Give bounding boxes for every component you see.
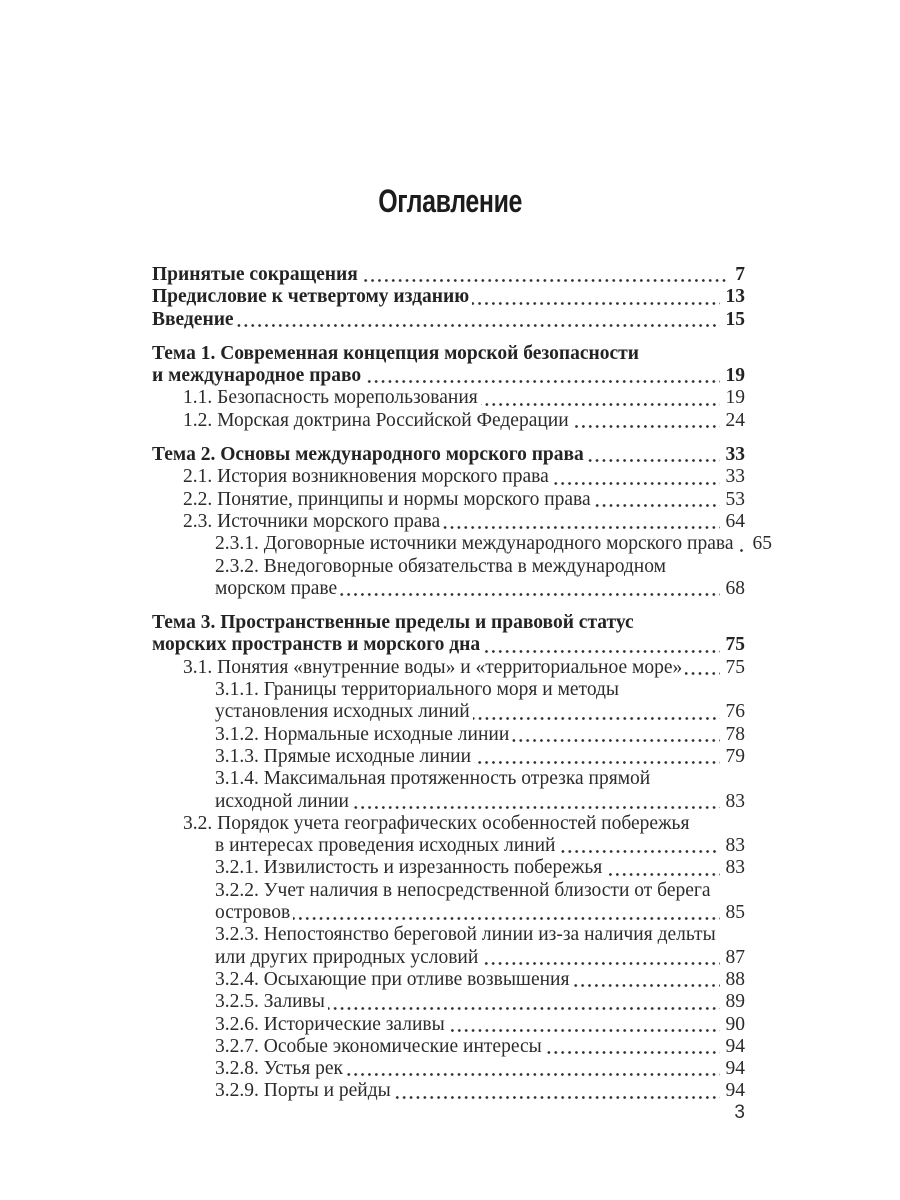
toc-entry-text: островов [215,902,291,924]
toc-entry-page: 88 [725,968,745,990]
toc-entry [152,309,745,331]
dot-leader [346,1073,719,1076]
toc-entry-page: 79 [725,745,745,767]
toc-entry-page: 65 [752,533,772,555]
toc-entry-text: 3.1.2. Нормальные исходные линии [215,723,510,745]
dot-leader [481,403,720,406]
dot-leader [552,482,720,485]
toc-entry [152,556,745,578]
toc-entry [152,701,745,723]
toc-entry-text: 3.1.4. Максимальная протяженность отрезка прямой [215,768,651,790]
toc-entry-text: Тема 1. Современная концепция морской безопасности [152,342,639,364]
toc-entry-page: 7 [735,264,745,285]
toc-entry-text: 2.3. Источники морского права [183,510,441,532]
toc-entry-text: 3.2.7. Особые экономические интересы [215,1035,542,1057]
dot-leader [472,302,719,305]
toc-entry-text: 3.2.5. Заливы [215,991,325,1013]
page-number: 3 [734,1102,745,1123]
toc-entry-text: Предисловие к четвертому изданию [152,286,470,308]
toc-entry [152,1014,745,1036]
toc-entry-text: 2.2. Понятие, принципы и нормы морского права [183,488,591,510]
toc-entry-text: Принятые сокращения [152,264,358,285]
dot-leader [572,425,720,428]
dot-leader [545,1051,720,1054]
toc-entry-text: 3.2.1. Извилистость и изрезанность побережья [215,857,603,879]
toc-entry-page: 94 [725,1080,745,1102]
toc-entry-page: 64 [725,510,745,532]
dot-leader [328,1007,720,1010]
toc-entry-text: морских пространств и морского дна [152,634,481,656]
toc-entry-text: 3.2.3. Непостоянство береговой линии из-за наличия дельты [215,924,716,946]
toc-entry-page: 76 [725,701,745,723]
dot-leader [474,761,719,764]
toc-entry-page: 90 [725,1013,745,1035]
toc-entry-page: 94 [725,1058,745,1080]
page-title [0,183,900,220]
dot-leader [512,739,719,742]
toc-entry-page: 83 [725,790,745,812]
toc-entry-page: 89 [725,991,745,1013]
toc-entry-text: 3.1.3. Прямые исходные линии [215,745,472,767]
toc-entry [152,578,745,600]
toc-entry-text: 1.1. Безопасность морепользования [183,387,478,409]
dot-leader [483,650,719,653]
toc-entry-text: 2.3.1. Договорные источники международного морского права [215,533,734,555]
toc-entry [152,387,745,409]
toc-entry [152,835,745,857]
toc-entry-text: 3.2. Порядок учета географических особенностей побережья [183,812,690,834]
toc-entry-text: и международное право [152,365,362,387]
dot-leader [481,962,719,965]
toc-entry-page: 85 [725,902,745,924]
toc-entry [152,286,745,308]
toc-entry [152,969,745,991]
toc-entry-page: 75 [725,656,745,678]
toc-entry [152,657,745,679]
dot-leader [443,526,719,529]
toc-entry [152,1080,745,1102]
toc-entry [152,1058,745,1080]
toc-entry-text: исходной линии [215,790,349,812]
toc-entry-text: 3.2.4. Осыхающие при отливе возвышения [215,968,570,990]
toc-entry [152,947,745,969]
toc-entry [152,768,745,790]
toc-entry-page: 15 [725,308,745,330]
dot-leader [364,380,719,383]
dot-leader [237,324,720,327]
toc-entry [152,489,745,511]
toc-entry-text: Введение [152,308,234,330]
toc-entry-page: 19 [725,365,745,387]
toc-entry-page: 78 [725,723,745,745]
dot-leader [448,1029,720,1032]
toc-entry [152,511,745,533]
toc-entry [152,466,745,488]
toc-entry-text: 3.2.6. Исторические заливы [215,1013,445,1035]
dot-leader [559,850,720,853]
toc-entry [152,343,745,365]
dot-leader [594,504,720,507]
dot-leader [473,717,720,720]
toc-entry-page: 24 [725,409,745,431]
toc-entry [152,880,745,902]
toc-entry [152,533,772,555]
dot-leader [737,549,747,552]
toc-entry-page: 94 [725,1035,745,1057]
toc-entry-text: 3.2.8. Устья рек [215,1058,344,1080]
toc-entry [152,634,745,656]
toc-entry-page: 13 [725,286,745,308]
toc-entry [152,410,745,432]
toc-entry-page: 83 [725,857,745,879]
toc-entry [152,724,745,746]
toc-entry [152,365,745,387]
toc-entry-text: 2.1. История возникновения морского права [183,466,549,488]
toc-entry [152,857,745,879]
table-of-contents [152,264,772,1103]
dot-leader [587,459,720,462]
toc-entry [152,612,745,634]
toc-entry-page: 87 [725,946,745,968]
toc-entry-page: 68 [725,577,745,599]
dot-leader [361,279,730,282]
toc-entry-text: 3.2.9. Порты и рейды [215,1080,391,1102]
toc-entry-text: морском праве [215,577,338,599]
toc-entry [152,813,745,835]
toc-entry [152,444,745,466]
toc-entry-text: Тема 3. Пространственные пределы и правовой статус [152,612,634,634]
toc-entry-text: 1.2. Морская доктрина Российской Федерации [183,409,569,431]
toc-entry-text: 3.1. Понятия «внутренние воды» и «территориальное море» [183,656,683,678]
toc-entry-text: или других природных условий [215,946,479,968]
toc-entry-page: 75 [725,634,745,656]
toc-entry [152,264,745,286]
toc-entry [152,924,745,946]
toc-entry-text: установления исходных линий [215,701,470,723]
toc-entry [152,1036,745,1058]
toc-entry-text: в интересах проведения исходных линий [215,835,556,857]
dot-leader [394,1096,720,1099]
toc-entry [152,679,745,701]
page-title-text: Оглавление [378,183,522,219]
dot-leader [352,806,720,809]
toc-entry-text: 3.2.2. Учет наличия в непосредственной близости от берега [215,879,711,901]
dot-leader [685,672,719,675]
toc-entry-page: 33 [725,444,745,466]
toc-entry-page: 83 [725,835,745,857]
toc-entry-page: 53 [725,488,745,510]
toc-entry [152,902,745,924]
toc-entry-page: 33 [725,466,745,488]
dot-leader [293,917,719,920]
dot-leader [605,873,719,876]
toc-entry [152,791,745,813]
toc-entry-text: 2.3.2. Внедоговорные обязательства в международном [215,555,666,577]
dot-leader [340,593,719,596]
toc-entry-page: 19 [725,387,745,409]
toc-entry-text: 3.1.1. Границы территориального моря и методы [215,679,620,701]
toc-entry [152,991,745,1013]
toc-entry-text: Тема 2. Основы международного морского права [152,444,584,466]
toc-entry [152,746,745,768]
dot-leader [572,984,719,987]
